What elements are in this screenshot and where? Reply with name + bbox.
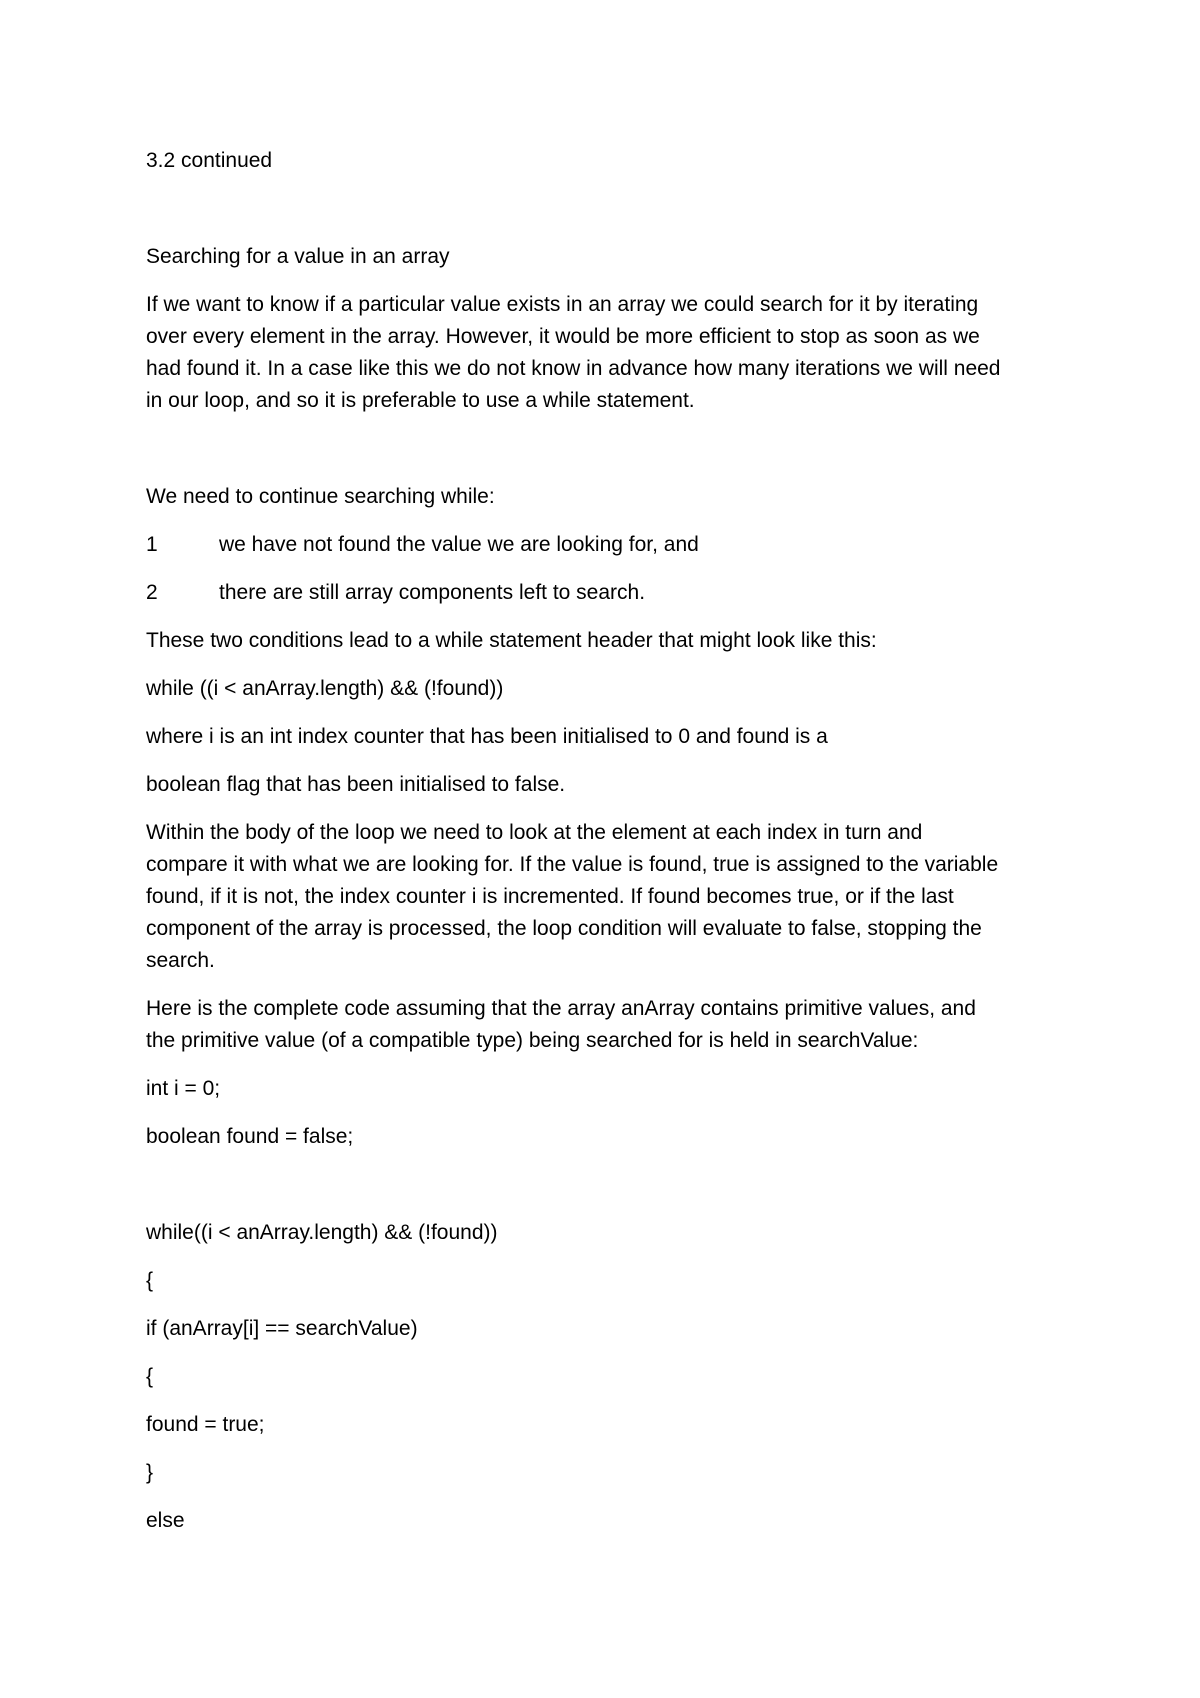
intro-line-2: over every element in the array. However, it would be more efficient to stop as soon as we [146, 325, 980, 348]
complete-code-intro-2: the primitive value (of a compatible type) being searched for is held in searchValue: [146, 1029, 919, 1052]
condition-number-1: 1 [146, 533, 158, 556]
code-decl-found: boolean found = false; [146, 1125, 354, 1148]
intro-line-3: had found it. In a case like this we do not know in advance how many iterations we will need [146, 357, 1001, 380]
subheading: Searching for a value in an array [146, 245, 450, 268]
conditions-intro: We need to continue searching while: [146, 485, 495, 508]
condition-text-1: we have not found the value we are looking for, and [219, 533, 699, 556]
complete-code-intro-1: Here is the complete code assuming that the array anArray contains primitive values, and [146, 997, 976, 1020]
code-else-line: else [146, 1509, 185, 1532]
condition-text-2: there are still array components left to search. [219, 581, 646, 604]
body-line-3: found, if it is not, the index counter i is incremented. If found becomes true, or if the last [146, 885, 954, 908]
code-while-line: while((i < anArray.length) && (!found)) [146, 1221, 498, 1244]
code-close-brace: } [146, 1461, 154, 1484]
code-assign-line: found = true; [146, 1413, 265, 1436]
code-decl-i: int i = 0; [146, 1077, 221, 1100]
code-open-brace-2: { [146, 1365, 154, 1388]
header-intro: These two conditions lead to a while statement header that might look like this: [146, 629, 877, 652]
code-open-brace-1: { [146, 1269, 154, 1292]
intro-line-4: in our loop, and so it is preferable to use a while statement. [146, 389, 695, 412]
body-line-5: search. [146, 949, 215, 972]
intro-line-1: If we want to know if a particular value exists in an array we could search for it by iterating [146, 293, 979, 316]
where-line-2: boolean flag that has been initialised to false. [146, 773, 566, 796]
body-line-1: Within the body of the loop we need to look at the element at each index in turn and [146, 821, 923, 844]
where-line-1: where i is an int index counter that has been initialised to 0 and found is a [146, 725, 828, 748]
body-line-2: compare it with what we are looking for. If the value is found, true is assigned to the variable [146, 853, 999, 876]
section-heading: 3.2 continued [146, 149, 273, 172]
body-line-4: component of the array is processed, the loop condition will evaluate to false, stopping the [146, 917, 982, 940]
condition-number-2: 2 [146, 581, 158, 604]
header-code: while ((i < anArray.length) && (!found)) [146, 677, 504, 700]
code-if-line: if (anArray[i] == searchValue) [146, 1317, 418, 1340]
